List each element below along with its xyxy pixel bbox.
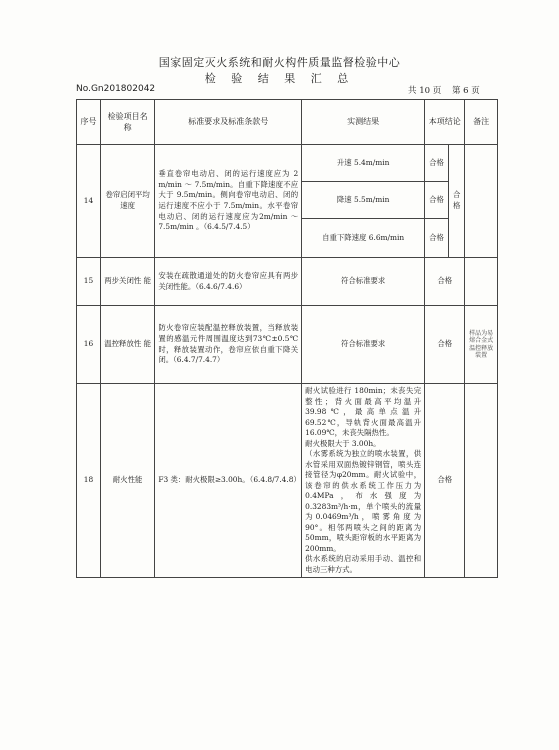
col-remark: 备注 bbox=[465, 100, 498, 145]
col-item: 检验项目名称 bbox=[100, 100, 154, 145]
water-activation-result: 供水系统的启动采用手动、温控和电动三种方式。 bbox=[305, 554, 422, 574]
row-item: 温控释放性 能 bbox=[100, 306, 154, 384]
row-item: 两步关闭性 能 bbox=[100, 258, 154, 306]
row-conclusion: 合格 bbox=[425, 306, 465, 384]
total-pages: 共 10 页 bbox=[408, 86, 442, 96]
row-seq: 15 bbox=[77, 258, 101, 306]
table-row bbox=[77, 145, 498, 182]
sub-conclusion: 合格 bbox=[425, 145, 449, 182]
row-standard: 安装在疏散通道处的防火卷帘应具有两步关闭性能。（6.4.6/7.4.6） bbox=[155, 258, 302, 306]
fire-rating-result: 耐火极限大于 3.00h。 bbox=[305, 438, 381, 448]
sub-conclusion: 合格 bbox=[425, 182, 449, 219]
row-conclusion: 合格 bbox=[449, 145, 465, 258]
row-remark bbox=[465, 145, 498, 258]
table-row bbox=[77, 306, 498, 384]
center-title: 国家固定灭火系统和耐火构件质量监督检验中心 bbox=[158, 56, 401, 69]
table-header-row bbox=[77, 100, 498, 145]
table-row bbox=[77, 384, 498, 578]
row-result bbox=[302, 384, 425, 578]
fire-test-result: 耐火试验进行 180min；未丧失完整性；背火面最高平均温升 39.98℃，最高单点温升 69.52℃，导轨背火面最高温升 16.09℃，未丧失隔热性。 bbox=[305, 386, 422, 438]
sub-result: 自重下降速度 6.6m/min bbox=[302, 219, 425, 258]
row-remark: 样品为易熔合金式温控释放装置 bbox=[465, 306, 498, 384]
row-standard: 防火卷帘应装配温控释放装置，当释放装置的感温元件周围温度达到73℃±0.5℃时，释放装置动作，卷帘应依自重下降关闭。（6.4.7/7.4.7） bbox=[155, 306, 302, 384]
row-item: 卷帘启闭平均速度 bbox=[100, 145, 154, 258]
water-system-result: （水雾系统为独立的喷水装置，供水管采用双面热镀锌钢管，喷头连接管径为φ20mm。耐火试验中，该卷帘的供水系统工作压力为0.4MPa，布水强度为0.3283m³/h·m，单个喷头的流量为0.0469m³/h，喷雾角度为 90°。相邻两喷头之间的距离为 50mm，喷头距帘板的水平距离为200mm。 bbox=[305, 449, 422, 553]
col-seq: 序号 bbox=[77, 100, 101, 145]
row-standard: 垂直卷帘电动启、闭的运行速度应为 2 m/min ～ 7.5m/min。自重下降速度不应大于 9.5m/min。侧向卷帘电动启、闭的运行速度不应小于 7.5m/min。水平卷帘电动启、闭的运行速度应为2m/min ～ 7.5m/min 。（6.4.5/7.4.5） bbox=[155, 145, 302, 258]
row-conclusion: 合格 bbox=[425, 384, 465, 578]
row-seq: 16 bbox=[77, 306, 101, 384]
report-number: No.Gn201802042 bbox=[76, 84, 156, 94]
sub-result: 升速 5.4m/min bbox=[302, 145, 425, 182]
row-remark bbox=[465, 258, 498, 306]
sub-conclusion: 合格 bbox=[425, 219, 449, 258]
col-result: 实测结果 bbox=[302, 100, 425, 145]
page-indicator bbox=[400, 84, 480, 96]
current-page: 第 6 页 bbox=[451, 86, 480, 96]
col-conclusion: 本项结论 bbox=[425, 100, 465, 145]
sub-result: 降速 5.5m/min bbox=[302, 182, 425, 219]
col-standard: 标准要求及标准条款号 bbox=[155, 100, 302, 145]
row-conclusion: 合格 bbox=[425, 258, 465, 306]
row-result: 符合标准要求 bbox=[302, 258, 425, 306]
table-row bbox=[77, 258, 498, 306]
row-seq: 18 bbox=[77, 384, 101, 578]
row-standard: F3 类：耐火极限≥3.00h。（6.4.8/7.4.8） bbox=[155, 384, 302, 578]
row-item: 耐火性能 bbox=[100, 384, 154, 578]
row-result: 符合标准要求 bbox=[302, 306, 425, 384]
summary-title: 检 验 结 果 汇 总 bbox=[204, 72, 355, 85]
row-seq: 14 bbox=[77, 145, 101, 258]
results-table bbox=[76, 99, 498, 578]
row-remark bbox=[465, 384, 498, 578]
